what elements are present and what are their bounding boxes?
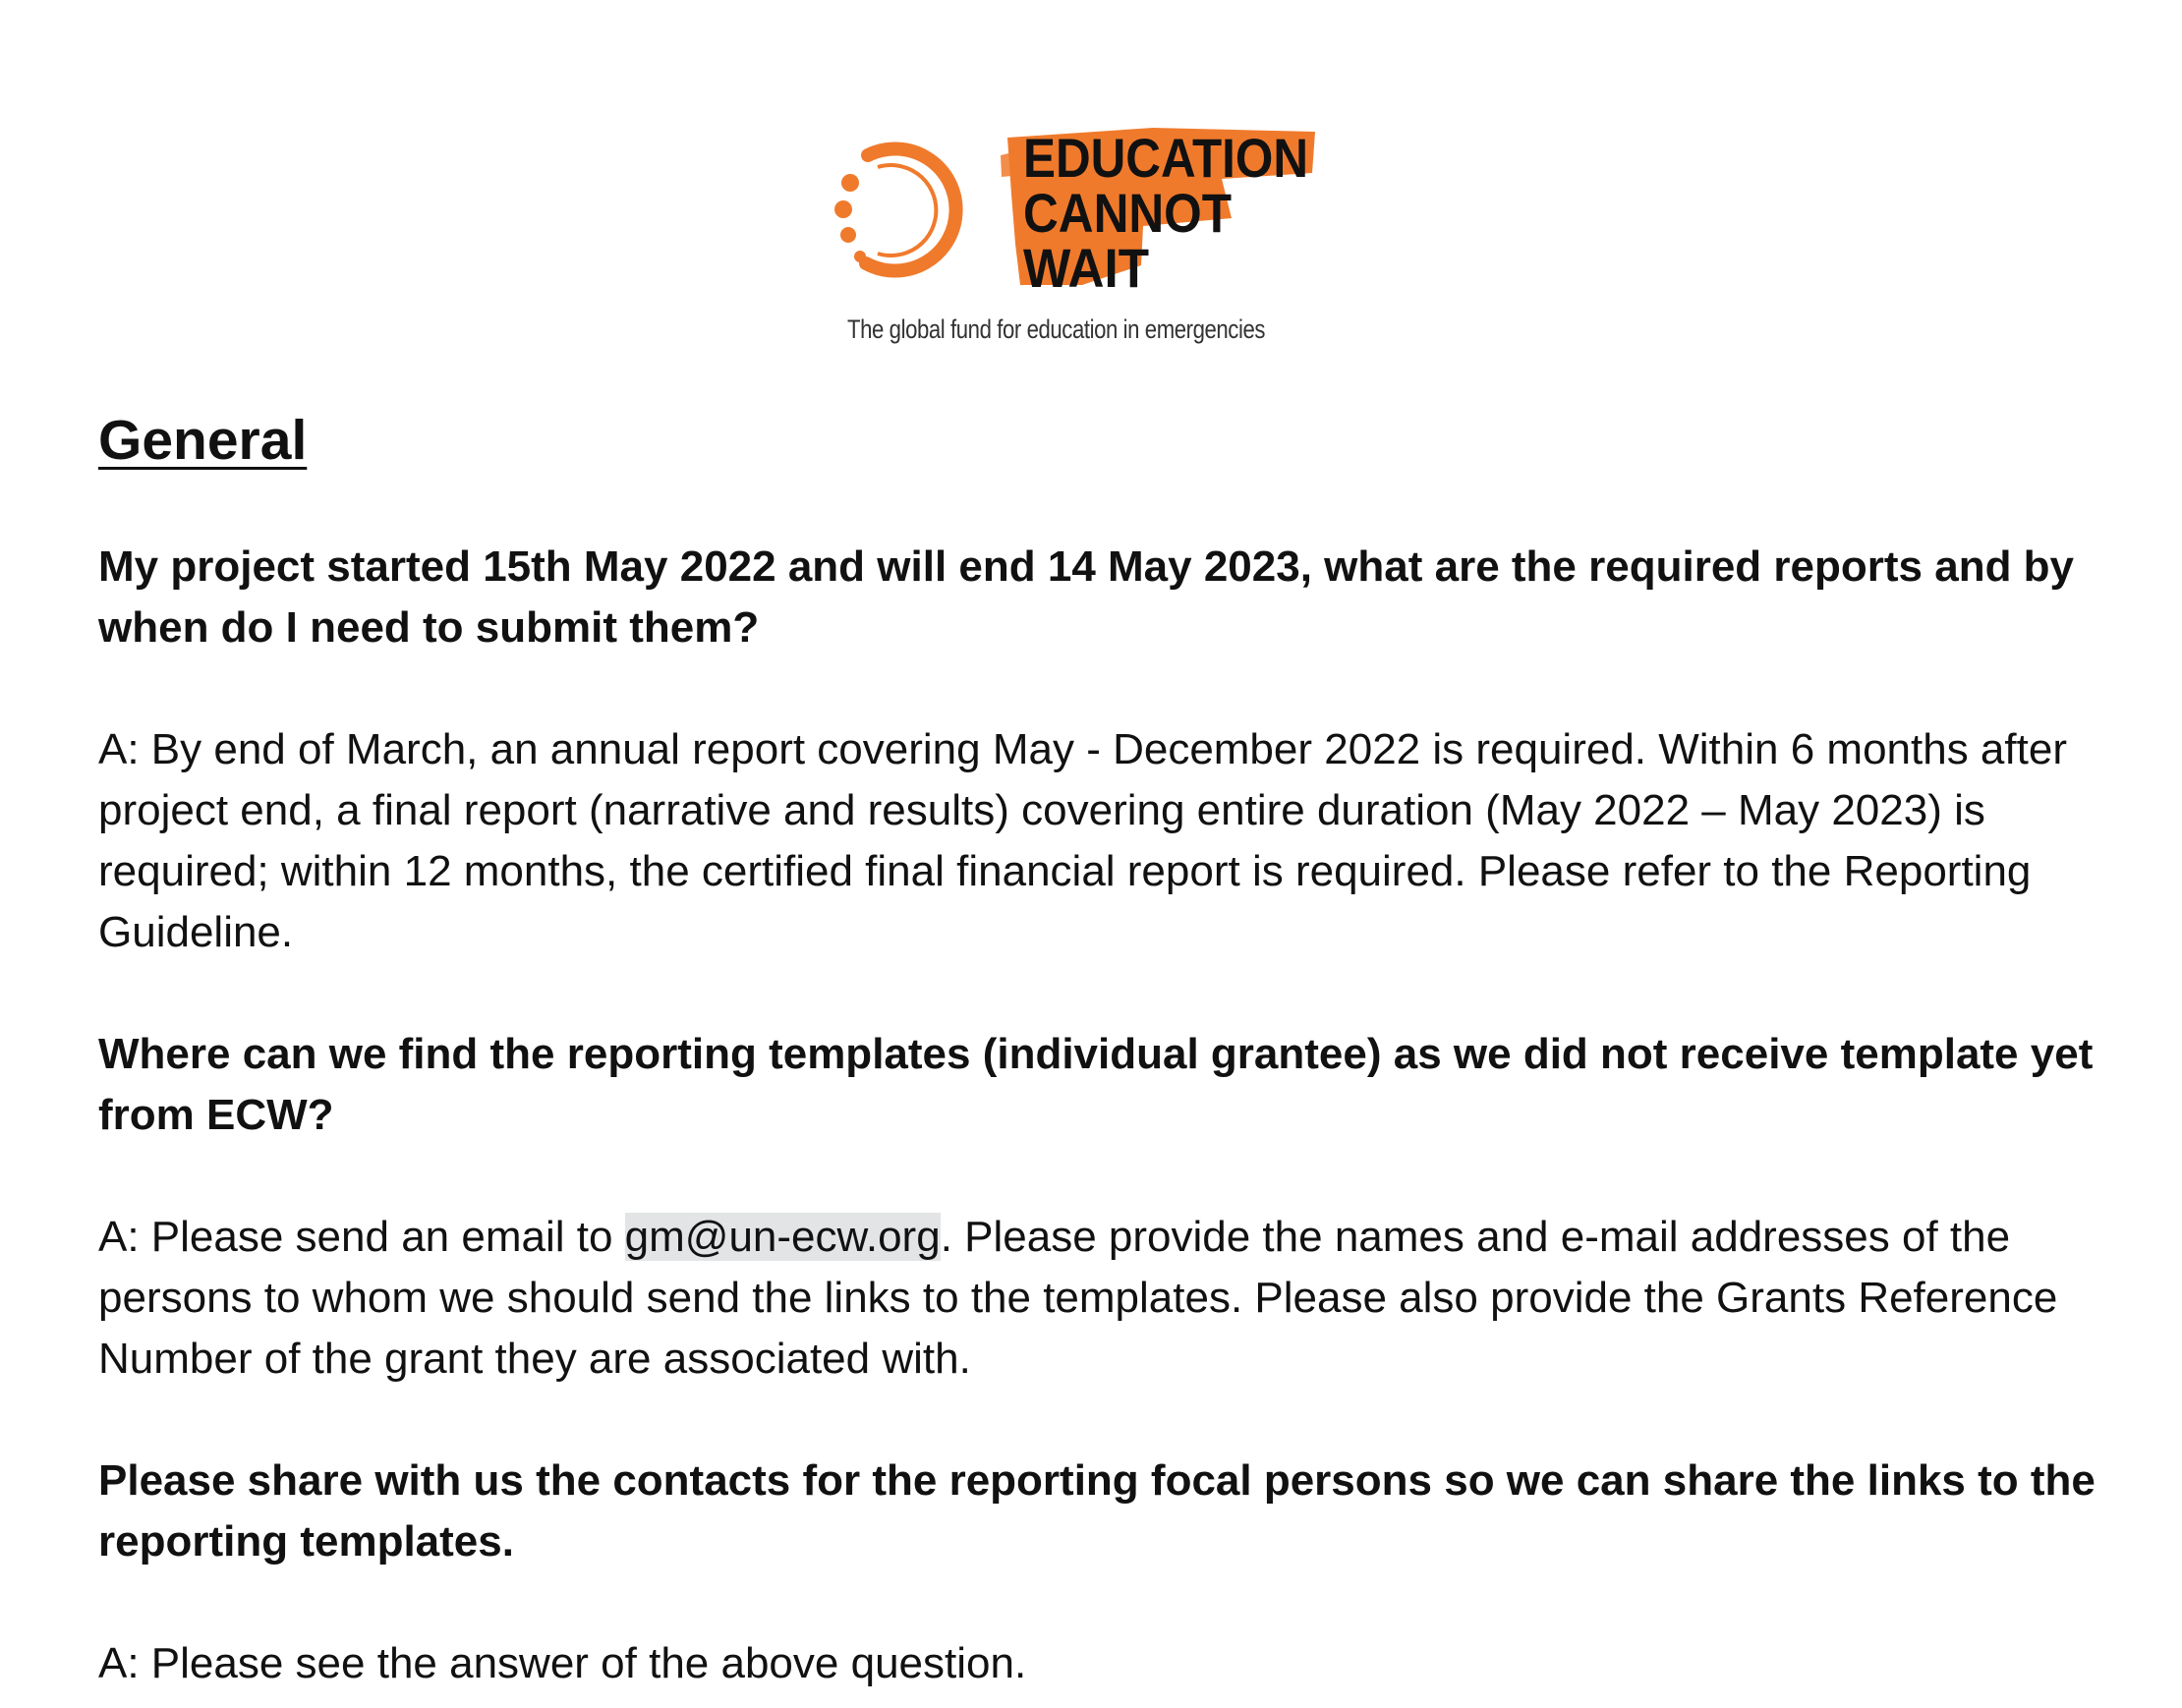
faq-item <box>98 1024 2103 1390</box>
email-link[interactable]: gm@un-ecw.org <box>624 1213 941 1262</box>
faq-answer <box>98 1207 2103 1390</box>
faq-question: My project started 15th May 2022 and will end 14 May 2023, what are the required reports and by when do I need to submit them? <box>98 542 2075 653</box>
faq-answer: A: Please see the answer of the above question. <box>98 1639 1027 1688</box>
logo-line-1: EDUCATION <box>1023 127 1308 189</box>
logo-line-2: CANNOT <box>1023 182 1232 244</box>
answer-prefix: A: Please send an email to <box>98 1213 625 1262</box>
faq-question: Where can we find the reporting templates (individual grantee) as we did not receive template yet from ECW? <box>98 1030 2094 1140</box>
faq-answer: A: By end of March, an annual report covering May - December 2022 is required. Within 6 months after project end, a final report (narrative and results) covering entire duration (May 2022 – May 2023) is required; within 12 months, the certified final financial report is required. Please refer to the Reporting Guideline. <box>98 725 2067 957</box>
faq-item <box>98 1451 2103 1694</box>
section-heading: General <box>98 409 308 472</box>
faq-item <box>98 537 2103 963</box>
faq-question: Please share with us the contacts for the reporting focal persons so we can share the links to the reporting templates. <box>98 1456 2096 1566</box>
answer-suffix: . Please provide the names and e-mail addresses of the persons to whom we should send the links to the templates. Please also provide the Grants Reference Number of the grant they are associated with. <box>98 1213 2058 1384</box>
logo-line-3: WAIT <box>1023 237 1149 299</box>
document-body <box>98 393 2103 1694</box>
logo-tagline: The global fund for education in emergencies <box>847 314 1266 344</box>
ring-icon <box>834 149 956 271</box>
